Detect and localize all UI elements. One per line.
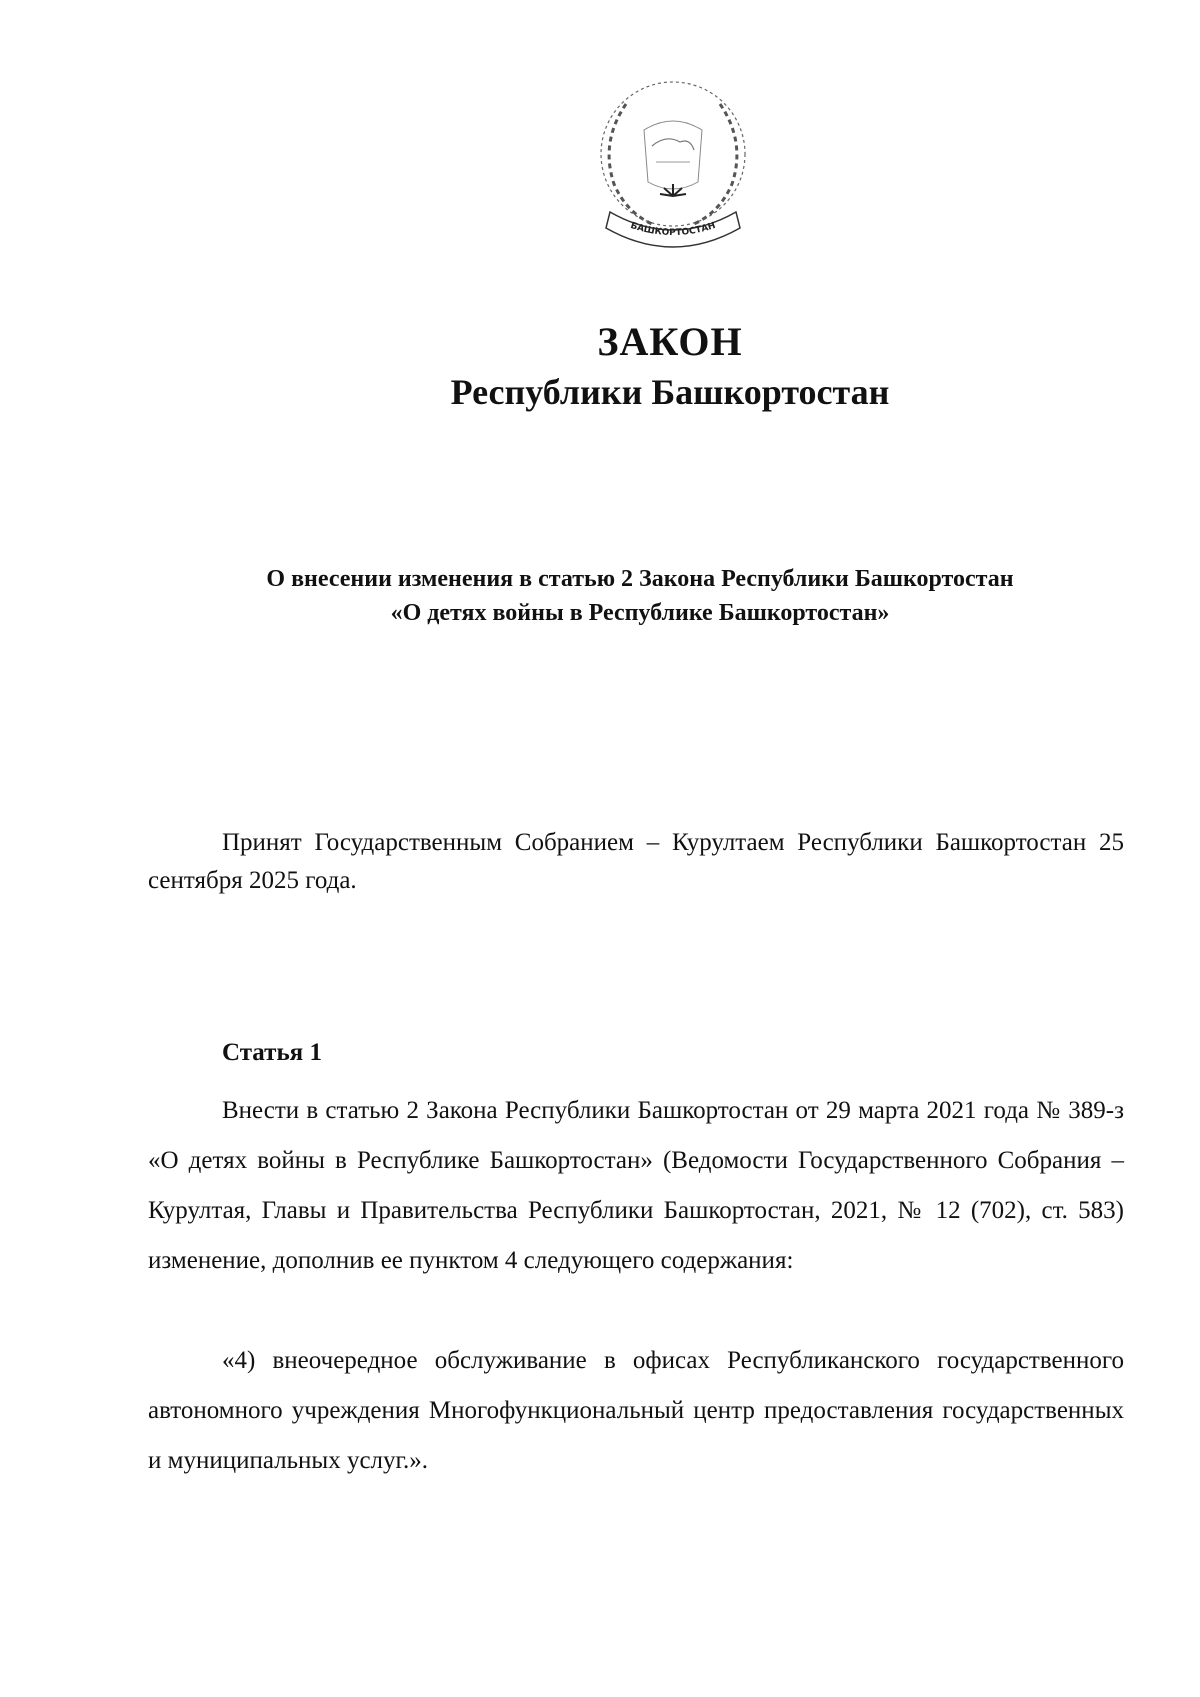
article-1-item-4: «4) внеочередное обслуживание в офисах Республиканского государственного автономного учреждения Многофункциональный центр предоставления государственных и муниципальных услуг.». <box>148 1347 1124 1474</box>
emblem-ribbon-text: БАШКОРТОСТАН <box>629 220 717 239</box>
article-1-heading: Статья 1 <box>222 1039 322 1066</box>
law-title: ЗАКОН <box>597 319 743 364</box>
article-1-paragraph: Внести в статью 2 Закона Республики Башкортостан от 29 марта 2021 года № 389-з «О детях войны в Республике Башкортостан» (Ведомости Государственного Собрания – Курултая, Главы и Правительства Республики Башкортостан, 2021, № 12 (702), ст. 583) изменение, дополнив ее пунктом 4 следующего содержания: <box>148 1097 1124 1274</box>
law-subject-line-2: «О детях войны в Республике Башкортостан» <box>390 600 890 626</box>
bashkortostan-coat-of-arms-icon <box>586 72 760 257</box>
law-subject-heading <box>150 562 1130 630</box>
adoption-statement: Принят Государственным Собранием – Курултаем Республики Башкортостан 25 сентября 2025 года. <box>148 829 1124 894</box>
law-jurisdiction: Республики Башкортостан <box>450 372 890 412</box>
law-subject-line-1: О внесении изменения в статью 2 Закона Республики Башкортостан <box>266 566 1014 592</box>
